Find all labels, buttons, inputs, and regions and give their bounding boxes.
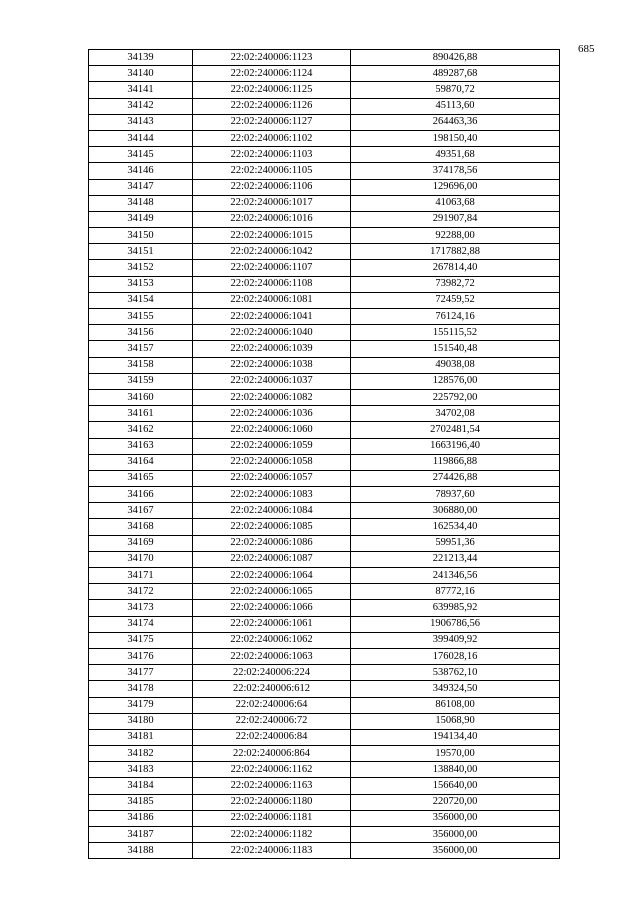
table-row [89, 568, 560, 584]
cadastral-value-cell: 128576,00 [351, 373, 560, 389]
cadastral-value-cell: 890426,88 [351, 50, 560, 66]
table-row [89, 794, 560, 810]
cadastral-value-table [88, 49, 560, 859]
cadastral-value-cell: 220720,00 [351, 794, 560, 810]
cadastral-number-cell: 22:02:240006:64 [193, 697, 351, 713]
row-number-cell: 34151 [89, 244, 193, 260]
cadastral-number-cell: 22:02:240006:1126 [193, 98, 351, 114]
row-number-cell: 34144 [89, 130, 193, 146]
table-row [89, 114, 560, 130]
cadastral-value-cell: 356000,00 [351, 843, 560, 859]
cadastral-number-cell: 22:02:240006:1041 [193, 309, 351, 325]
cadastral-number-cell: 22:02:240006:1181 [193, 810, 351, 826]
cadastral-value-cell: 264463,36 [351, 114, 560, 130]
row-number-cell: 34142 [89, 98, 193, 114]
cadastral-number-cell: 22:02:240006:72 [193, 713, 351, 729]
cadastral-value-cell: 356000,00 [351, 810, 560, 826]
table-row [89, 810, 560, 826]
cadastral-value-cell: 489287,68 [351, 66, 560, 82]
cadastral-number-cell: 22:02:240006:1036 [193, 406, 351, 422]
table-row [89, 244, 560, 260]
table-row [89, 50, 560, 66]
table-row [89, 632, 560, 648]
cadastral-number-cell: 22:02:240006:1103 [193, 147, 351, 163]
cadastral-number-cell: 22:02:240006:84 [193, 729, 351, 745]
cadastral-number-cell: 22:02:240006:1180 [193, 794, 351, 810]
table-row [89, 487, 560, 503]
cadastral-number-cell: 22:02:240006:1058 [193, 454, 351, 470]
cadastral-value-cell: 291907,84 [351, 211, 560, 227]
row-number-cell: 34140 [89, 66, 193, 82]
row-number-cell: 34167 [89, 503, 193, 519]
cadastral-number-cell: 22:02:240006:1183 [193, 843, 351, 859]
row-number-cell: 34154 [89, 292, 193, 308]
cadastral-number-cell: 22:02:240006:1123 [193, 50, 351, 66]
row-number-cell: 34185 [89, 794, 193, 810]
row-number-cell: 34180 [89, 713, 193, 729]
table-row [89, 292, 560, 308]
cadastral-value-cell: 399409,92 [351, 632, 560, 648]
row-number-cell: 34163 [89, 438, 193, 454]
cadastral-number-cell: 22:02:240006:1017 [193, 195, 351, 211]
cadastral-number-cell: 22:02:240006:1182 [193, 827, 351, 843]
table-row [89, 341, 560, 357]
row-number-cell: 34145 [89, 147, 193, 163]
cadastral-value-cell: 241346,56 [351, 568, 560, 584]
cadastral-number-cell: 22:02:240006:1102 [193, 130, 351, 146]
row-number-cell: 34164 [89, 454, 193, 470]
row-number-cell: 34159 [89, 373, 193, 389]
row-number-cell: 34146 [89, 163, 193, 179]
cadastral-number-cell: 22:02:240006:1125 [193, 82, 351, 98]
cadastral-number-cell: 22:02:240006:1087 [193, 551, 351, 567]
row-number-cell: 34184 [89, 778, 193, 794]
cadastral-value-cell: 119866,88 [351, 454, 560, 470]
cadastral-value-cell: 59870,72 [351, 82, 560, 98]
cadastral-number-cell: 22:02:240006:1059 [193, 438, 351, 454]
cadastral-value-cell: 155115,52 [351, 325, 560, 341]
table-row [89, 179, 560, 195]
cadastral-value-cell: 73982,72 [351, 276, 560, 292]
cadastral-number-cell: 22:02:240006:612 [193, 681, 351, 697]
cadastral-value-cell: 274426,88 [351, 470, 560, 486]
table-row [89, 260, 560, 276]
cadastral-number-cell: 22:02:240006:1063 [193, 648, 351, 664]
row-number-cell: 34179 [89, 697, 193, 713]
table-row [89, 98, 560, 114]
cadastral-number-cell: 22:02:240006:1162 [193, 762, 351, 778]
table-row [89, 648, 560, 664]
table-row [89, 551, 560, 567]
row-number-cell: 34165 [89, 470, 193, 486]
row-number-cell: 34141 [89, 82, 193, 98]
table-row [89, 66, 560, 82]
table-row [89, 211, 560, 227]
cadastral-number-cell: 22:02:240006:1039 [193, 341, 351, 357]
cadastral-value-cell: 15068,90 [351, 713, 560, 729]
cadastral-number-cell: 22:02:240006:224 [193, 665, 351, 681]
cadastral-number-cell: 22:02:240006:1061 [193, 616, 351, 632]
cadastral-value-cell: 374178,56 [351, 163, 560, 179]
table-row [89, 276, 560, 292]
cadastral-value-cell: 86108,00 [351, 697, 560, 713]
row-number-cell: 34175 [89, 632, 193, 648]
cadastral-value-cell: 151540,48 [351, 341, 560, 357]
cadastral-value-cell: 78937,60 [351, 487, 560, 503]
cadastral-number-cell: 22:02:240006:1085 [193, 519, 351, 535]
table-row [89, 163, 560, 179]
row-number-cell: 34183 [89, 762, 193, 778]
cadastral-value-cell: 34702,08 [351, 406, 560, 422]
cadastral-value-cell: 41063,68 [351, 195, 560, 211]
cadastral-value-cell: 138840,00 [351, 762, 560, 778]
cadastral-value-cell: 198150,40 [351, 130, 560, 146]
row-number-cell: 34155 [89, 309, 193, 325]
row-number-cell: 34150 [89, 228, 193, 244]
row-number-cell: 34162 [89, 422, 193, 438]
table-row [89, 195, 560, 211]
row-number-cell: 34166 [89, 487, 193, 503]
cadastral-value-cell: 1717882,88 [351, 244, 560, 260]
cadastral-value-cell: 221213,44 [351, 551, 560, 567]
cadastral-number-cell: 22:02:240006:1084 [193, 503, 351, 519]
cadastral-number-cell: 22:02:240006:864 [193, 746, 351, 762]
cadastral-value-cell: 1663196,40 [351, 438, 560, 454]
table-row [89, 454, 560, 470]
cadastral-value-cell: 19570,00 [351, 746, 560, 762]
cadastral-number-cell: 22:02:240006:1083 [193, 487, 351, 503]
cadastral-value-cell: 306880,00 [351, 503, 560, 519]
cadastral-value-cell: 76124,16 [351, 309, 560, 325]
table-body [89, 50, 560, 859]
cadastral-value-cell: 194134,40 [351, 729, 560, 745]
table-row [89, 228, 560, 244]
table-row [89, 616, 560, 632]
row-number-cell: 34139 [89, 50, 193, 66]
cadastral-number-cell: 22:02:240006:1037 [193, 373, 351, 389]
cadastral-number-cell: 22:02:240006:1040 [193, 325, 351, 341]
cadastral-number-cell: 22:02:240006:1016 [193, 211, 351, 227]
row-number-cell: 34168 [89, 519, 193, 535]
table-row [89, 713, 560, 729]
cadastral-value-cell: 92288,00 [351, 228, 560, 244]
cadastral-value-cell: 72459,52 [351, 292, 560, 308]
cadastral-number-cell: 22:02:240006:1015 [193, 228, 351, 244]
page-number: 685 [578, 43, 595, 55]
row-number-cell: 34182 [89, 746, 193, 762]
table-row [89, 762, 560, 778]
table-row [89, 130, 560, 146]
cadastral-number-cell: 22:02:240006:1064 [193, 568, 351, 584]
cadastral-number-cell: 22:02:240006:1060 [193, 422, 351, 438]
row-number-cell: 34152 [89, 260, 193, 276]
cadastral-number-cell: 22:02:240006:1082 [193, 389, 351, 405]
table-row [89, 746, 560, 762]
cadastral-number-cell: 22:02:240006:1038 [193, 357, 351, 373]
cadastral-number-cell: 22:02:240006:1124 [193, 66, 351, 82]
table-row [89, 357, 560, 373]
row-number-cell: 34187 [89, 827, 193, 843]
row-number-cell: 34188 [89, 843, 193, 859]
cadastral-number-cell: 22:02:240006:1086 [193, 535, 351, 551]
row-number-cell: 34178 [89, 681, 193, 697]
row-number-cell: 34157 [89, 341, 193, 357]
table-row [89, 535, 560, 551]
row-number-cell: 34149 [89, 211, 193, 227]
row-number-cell: 34173 [89, 600, 193, 616]
cadastral-number-cell: 22:02:240006:1107 [193, 260, 351, 276]
row-number-cell: 34181 [89, 729, 193, 745]
cadastral-number-cell: 22:02:240006:1066 [193, 600, 351, 616]
cadastral-value-cell: 349324,50 [351, 681, 560, 697]
cadastral-number-cell: 22:02:240006:1127 [193, 114, 351, 130]
cadastral-value-cell: 162534,40 [351, 519, 560, 535]
cadastral-value-cell: 156640,00 [351, 778, 560, 794]
table-row [89, 827, 560, 843]
table-row [89, 778, 560, 794]
row-number-cell: 34186 [89, 810, 193, 826]
table-row [89, 422, 560, 438]
cadastral-value-cell: 59951,36 [351, 535, 560, 551]
row-number-cell: 34170 [89, 551, 193, 567]
row-number-cell: 34156 [89, 325, 193, 341]
row-number-cell: 34174 [89, 616, 193, 632]
row-number-cell: 34177 [89, 665, 193, 681]
cadastral-value-cell: 267814,40 [351, 260, 560, 276]
table-row [89, 373, 560, 389]
cadastral-number-cell: 22:02:240006:1065 [193, 584, 351, 600]
table-row [89, 325, 560, 341]
cadastral-value-cell: 225792,00 [351, 389, 560, 405]
row-number-cell: 34147 [89, 179, 193, 195]
cadastral-number-cell: 22:02:240006:1062 [193, 632, 351, 648]
table-row [89, 600, 560, 616]
cadastral-value-cell: 176028,16 [351, 648, 560, 664]
table-row [89, 82, 560, 98]
cadastral-value-cell: 129696,00 [351, 179, 560, 195]
table-row [89, 681, 560, 697]
cadastral-value-cell: 2702481,54 [351, 422, 560, 438]
row-number-cell: 34153 [89, 276, 193, 292]
cadastral-number-cell: 22:02:240006:1106 [193, 179, 351, 195]
table-row [89, 665, 560, 681]
cadastral-value-cell: 1906786,56 [351, 616, 560, 632]
row-number-cell: 34160 [89, 389, 193, 405]
table-row [89, 147, 560, 163]
table-row [89, 503, 560, 519]
table-row [89, 519, 560, 535]
cadastral-number-cell: 22:02:240006:1081 [193, 292, 351, 308]
table-row [89, 438, 560, 454]
row-number-cell: 34161 [89, 406, 193, 422]
cadastral-number-cell: 22:02:240006:1163 [193, 778, 351, 794]
row-number-cell: 34158 [89, 357, 193, 373]
cadastral-value-cell: 538762,10 [351, 665, 560, 681]
row-number-cell: 34143 [89, 114, 193, 130]
row-number-cell: 34176 [89, 648, 193, 664]
cadastral-value-cell: 49038,08 [351, 357, 560, 373]
table-row [89, 406, 560, 422]
cadastral-number-cell: 22:02:240006:1105 [193, 163, 351, 179]
table-row [89, 729, 560, 745]
row-number-cell: 34169 [89, 535, 193, 551]
table-row [89, 389, 560, 405]
cadastral-value-cell: 87772,16 [351, 584, 560, 600]
table-row [89, 843, 560, 859]
table-row [89, 697, 560, 713]
cadastral-number-cell: 22:02:240006:1042 [193, 244, 351, 260]
cadastral-number-cell: 22:02:240006:1108 [193, 276, 351, 292]
cadastral-value-cell: 639985,92 [351, 600, 560, 616]
row-number-cell: 34171 [89, 568, 193, 584]
table-row [89, 470, 560, 486]
table-row [89, 584, 560, 600]
row-number-cell: 34172 [89, 584, 193, 600]
cadastral-value-cell: 49351,68 [351, 147, 560, 163]
cadastral-value-cell: 356000,00 [351, 827, 560, 843]
table-row [89, 309, 560, 325]
cadastral-value-cell: 45113,60 [351, 98, 560, 114]
cadastral-number-cell: 22:02:240006:1057 [193, 470, 351, 486]
row-number-cell: 34148 [89, 195, 193, 211]
